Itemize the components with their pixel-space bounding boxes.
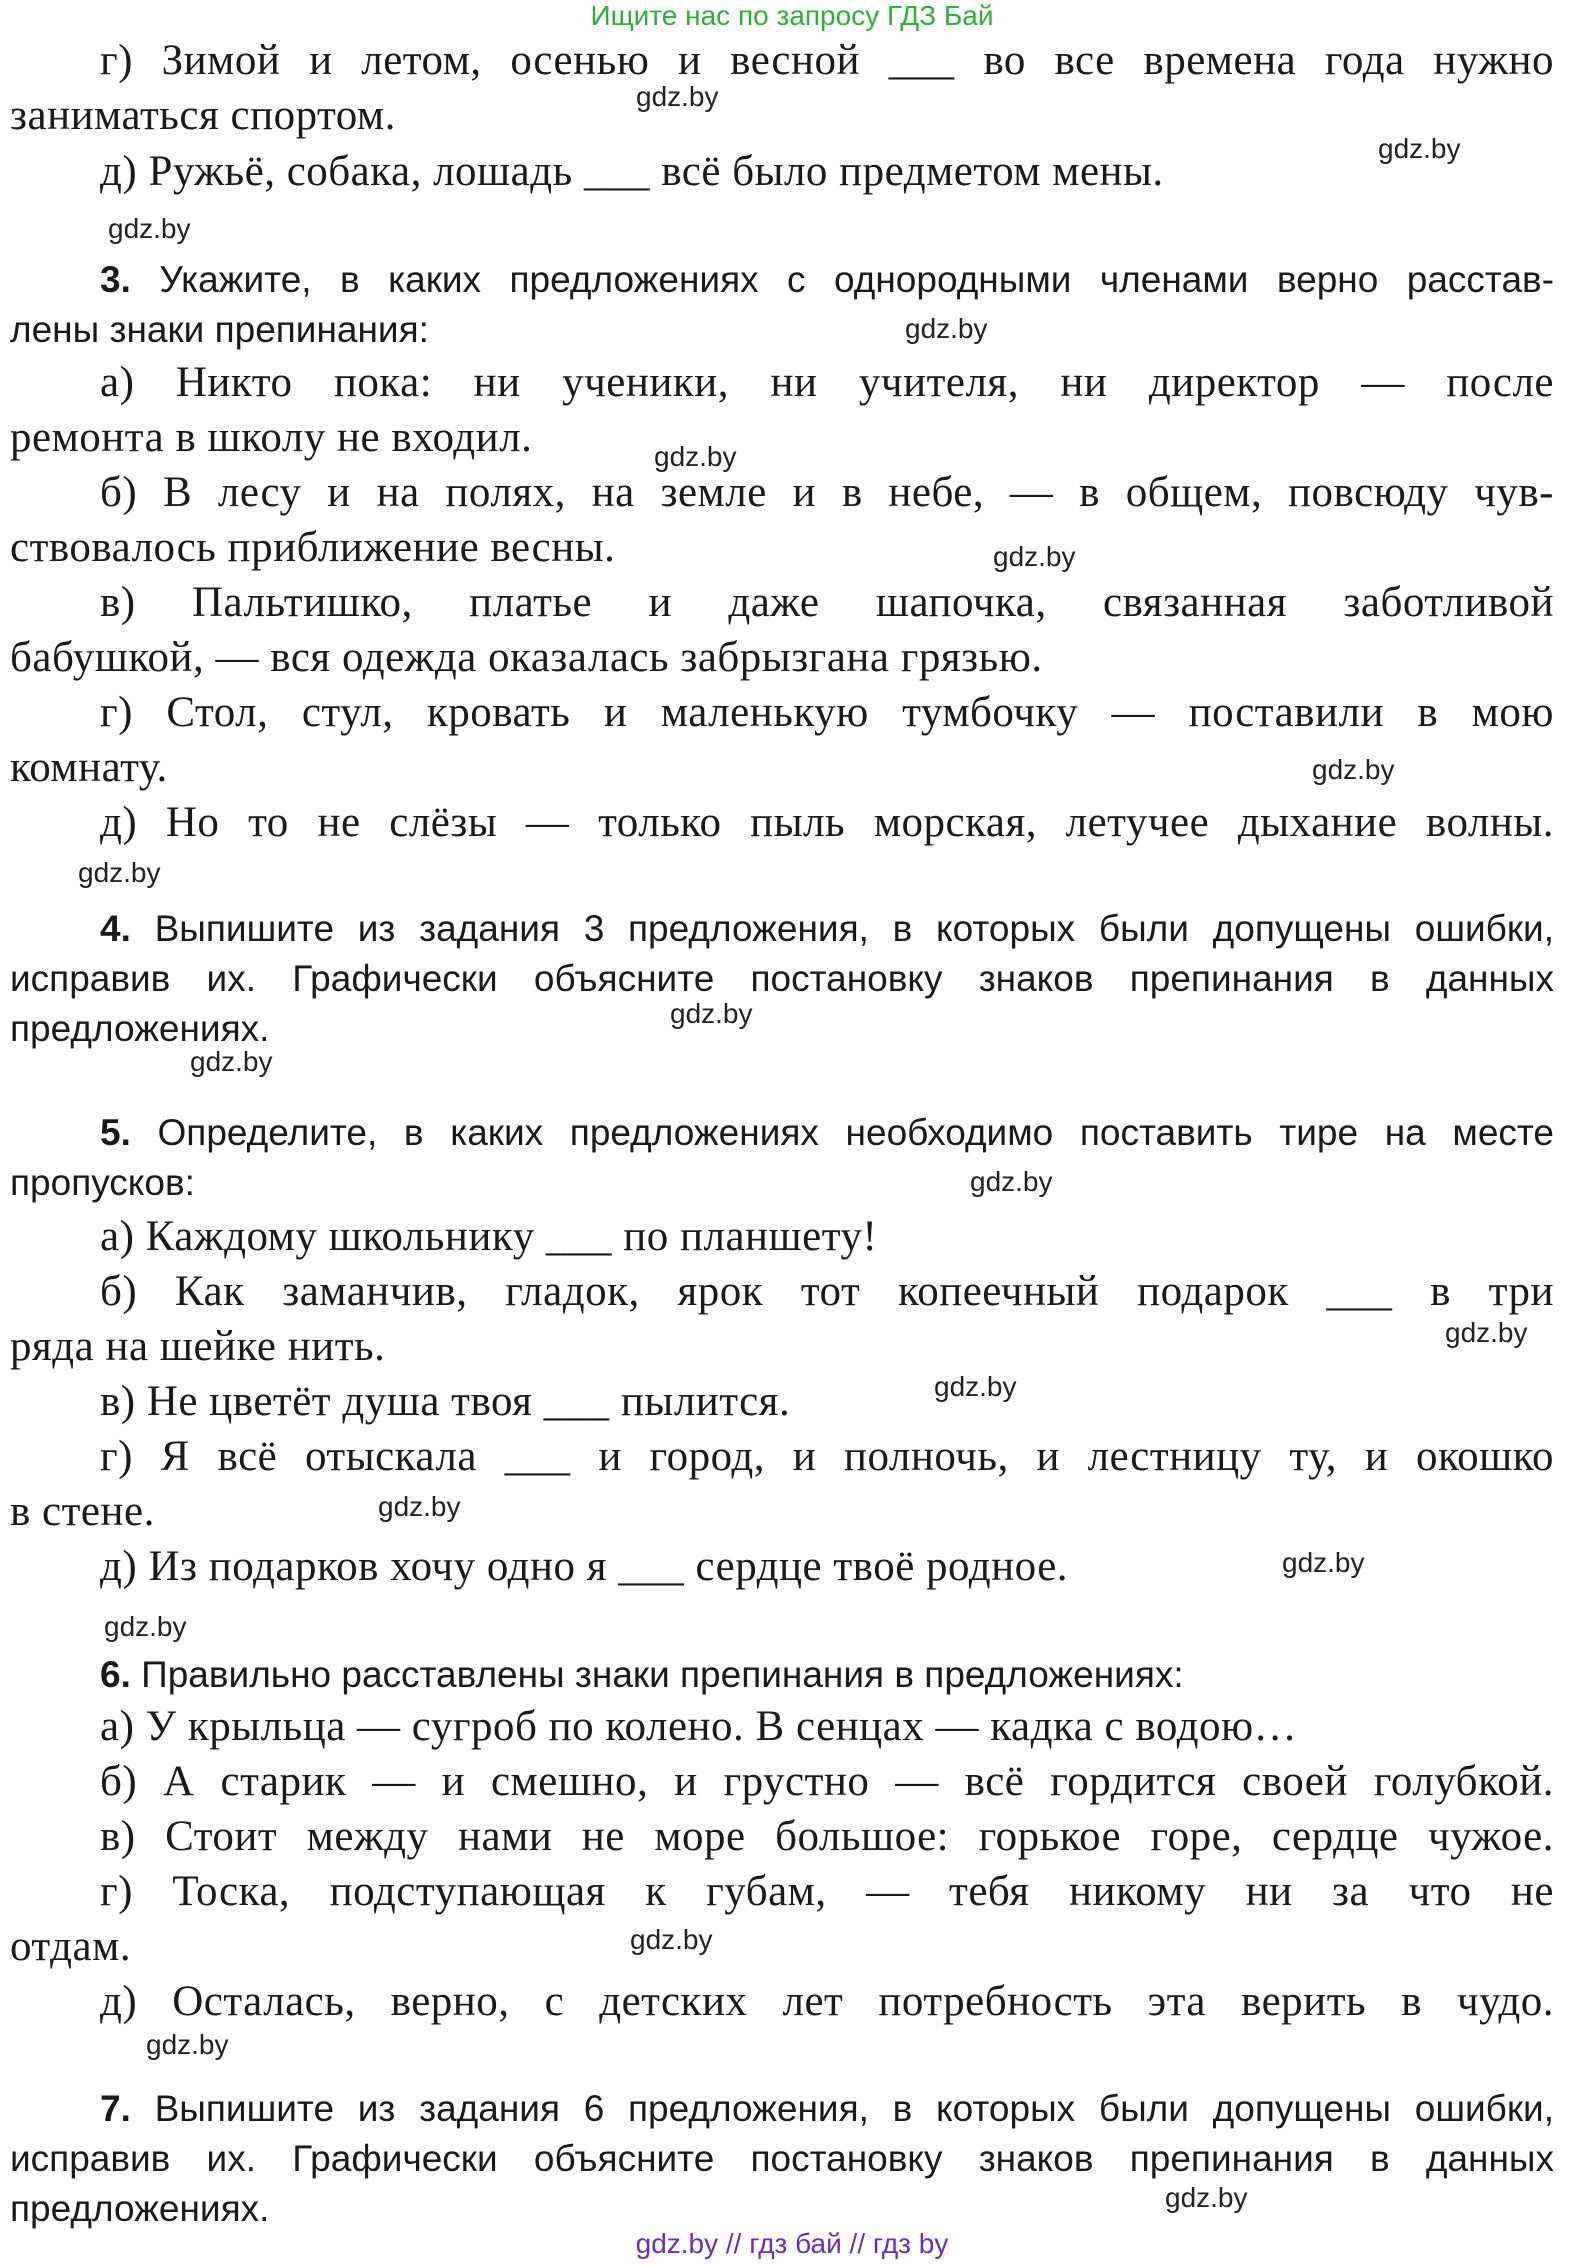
watermark: gdz.by [970,1166,1053,1197]
watermark: gdz.by [1165,2182,1248,2213]
sentence-6b: б) А старик — и смешно, и грустно — всё гордится своей голубкой. [100,1758,1554,1805]
task-6-heading: 6. Правильно расставлены знаки препинания в предложениях: [100,1654,1184,1695]
sentence-5g: г) Я всё отыскала ___ и город, и полночь, и лестницу ту, и окошко [100,1433,1554,1480]
footer-links[interactable]: gdz.by // гдз бай // гдз by [635,2228,949,2259]
watermark: gdz.by [190,1046,273,1077]
sentence-6g-cont: отдам. [10,1923,132,1970]
sentence-3d: д) Но то не слёзы — только пыль морская, летучее дыхание волны. [100,799,1554,846]
sentence-3b: б) В лесу и на полях, на земле и в небе, — в общем, повсюду чув- [100,469,1554,516]
sentence-5g-cont: в стене. [10,1488,155,1535]
sentence-5b-cont: ряда на шейке нить. [10,1323,386,1370]
sentence-5b: б) Как заманчив, гладок, ярок тот копеечный подарок ___ в три [100,1268,1554,1315]
sentence-3a: а) Никто пока: ни ученики, ни учителя, ни директор — после [100,359,1554,406]
task-4-heading: 4. Выпишите из задания 3 предложения, в которых были допущены ошибки, [100,908,1554,949]
task-5-heading-cont: пропусков: [10,1162,195,1203]
sentence-3g: г) Стол, стул, кровать и маленькую тумбочку — поставили в мою [100,689,1554,736]
watermark: gdz.by [1282,1547,1365,1578]
watermark: gdz.by [108,213,191,244]
search-hint-link[interactable]: Ищите нас по запросу ГДЗ Бай [590,0,994,31]
watermark: gdz.by [636,81,719,112]
watermark: gdz.by [1312,754,1395,785]
task-7-heading-cont: исправив их. Графически объясните постановку знаков препинания в данных [10,2138,1554,2179]
sentence-2d: д) Ружьё, собака, лошадь ___ всё было предметом мены. [100,148,1164,195]
task-7-number: 7. [100,2088,131,2129]
watermark: gdz.by [670,998,753,1029]
sentence-2g: г) Зимой и летом, осенью и весной ___ во все времена года нужно [100,37,1554,84]
watermark: gdz.by [1445,1317,1528,1348]
task-7-heading: 7. Выпишите из задания 6 предложения, в которых были допущены ошибки, [100,2088,1554,2129]
sentence-2g-cont: заниматься спортом. [10,92,396,139]
watermark: gdz.by [630,1924,713,1955]
task-4-heading-end: предложениях. [10,1008,270,1049]
task-3-number: 3. [100,259,131,300]
task-3-heading: 3. Укажите, в каких предложениях с однородными членами верно расстав- [100,259,1555,300]
watermark: gdz.by [654,441,737,472]
sentence-3b-cont: ствовалось приближение весны. [10,524,616,571]
sentence-3a-cont: ремонта в школу не входил. [10,414,533,461]
task-6-number: 6. [100,1654,131,1695]
sentence-3g-cont: комнату. [10,744,168,791]
watermark: gdz.by [905,313,988,344]
sentence-6d: д) Осталась, верно, с детских лет потребность эта верить в чудо. [100,1978,1554,2025]
task-4-number: 4. [100,908,131,949]
sentence-5d: д) Из подарков хочу одно я ___ сердце твоё родное. [100,1543,1069,1590]
watermark: gdz.by [78,857,161,888]
watermark: gdz.by [993,541,1076,572]
watermark: gdz.by [146,2029,229,2060]
watermark: gdz.by [104,1611,187,1642]
sentence-5a: а) Каждому школьнику ___ по планшету! [100,1213,878,1260]
sentence-6g: г) Тоска, подступающая к губам, — тебя никому ни за что не [100,1868,1554,1915]
task-5-number: 5. [100,1112,131,1153]
sentence-5v: в) Не цветёт душа твоя ___ пылится. [100,1378,791,1425]
sentence-6a: а) У крыльца — сугроб по колено. В сенцах — кадка с водою… [100,1703,1298,1750]
watermark: gdz.by [934,1371,1017,1402]
watermark: gdz.by [1378,133,1461,164]
sentence-6v: в) Стоит между нами не море большое: горькое горе, сердце чужое. [100,1813,1554,1860]
task-4-heading-cont: исправив их. Графически объясните постановку знаков препинания в данных [10,958,1554,999]
sentence-3v: в) Пальтишко, платье и даже шапочка, связанная заботливой [100,579,1554,626]
task-3-heading-cont: лены знаки препинания: [10,309,429,350]
task-7-heading-end: предложениях. [10,2188,270,2229]
task-5-heading: 5. Определите, в каких предложениях необходимо поставить тире на месте [100,1112,1555,1153]
watermark: gdz.by [378,1491,461,1522]
sentence-3v-cont: бабушкой, — вся одежда оказалась забрызгана грязью. [10,634,1043,681]
